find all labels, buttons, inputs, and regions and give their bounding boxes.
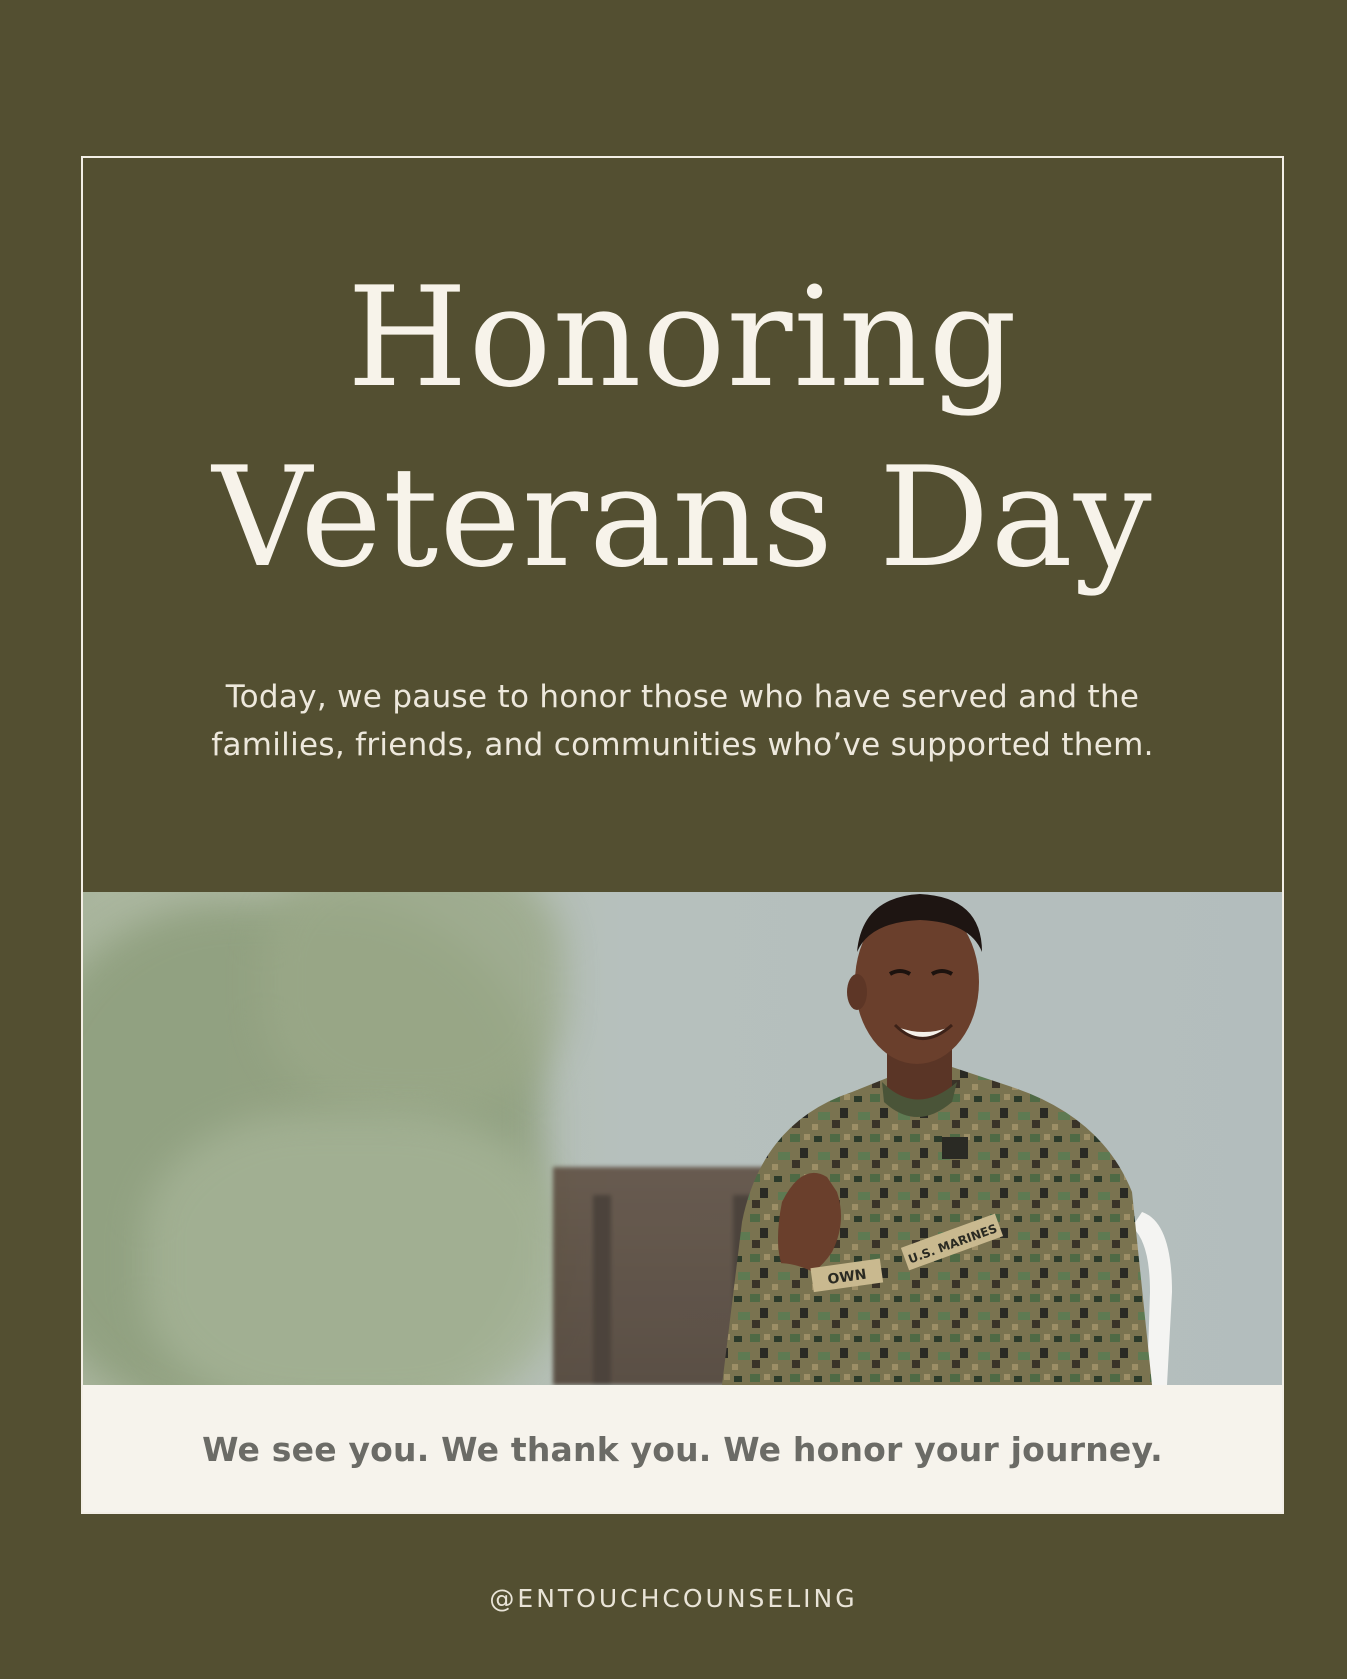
tagline-text: We see you. We thank you. We honor your journey. — [202, 1430, 1163, 1469]
veteran-photo — [83, 892, 1282, 1385]
title-line-1: Honoring — [347, 257, 1018, 418]
blurred-foreground-shoulder — [263, 892, 563, 1112]
rank-insignia-icon — [942, 1137, 968, 1159]
intro-line-1: Today, we pause to honor those who have served and the — [225, 679, 1140, 715]
post-frame — [81, 156, 1284, 1514]
uniform-branch-tape: U.S. MARINES — [906, 1221, 1000, 1267]
intro-line-2: families, friends, and communities who’ve supported them. — [211, 727, 1154, 763]
marine-portrait — [652, 892, 1212, 1385]
uniform-name-tape: OWN — [826, 1266, 868, 1288]
tagline-bar — [83, 1385, 1282, 1514]
intro-text — [143, 673, 1222, 769]
blurred-foreground-arm — [143, 1112, 563, 1385]
social-handle: @ENTOUCHCOUNSELING — [489, 1584, 858, 1613]
title-line-2: Veterans Day — [212, 437, 1153, 598]
